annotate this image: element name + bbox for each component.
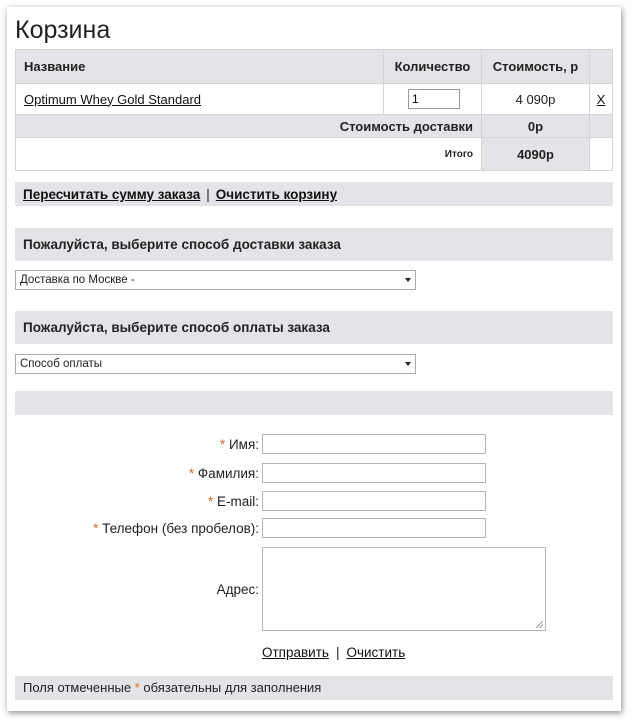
email-label <box>208 494 259 509</box>
form-actions <box>262 645 405 660</box>
clear-cart-link[interactable]: Очистить корзину <box>215 187 338 202</box>
submit-link[interactable]: Отправить <box>262 645 329 660</box>
shipping-empty-cell <box>590 115 613 138</box>
address-textarea[interactable] <box>262 547 546 631</box>
col-header-name: Название <box>16 50 384 84</box>
page-frame <box>7 7 621 711</box>
required-mark: * <box>207 494 214 509</box>
email-input[interactable] <box>262 491 486 511</box>
col-header-qty: Количество <box>384 50 482 84</box>
delivery-heading: Пожалуйста, выберите способ доставки заказа <box>15 228 613 261</box>
quantity-input[interactable] <box>408 89 460 109</box>
resize-grip-icon[interactable] <box>536 621 543 628</box>
delivery-select[interactable] <box>15 270 416 290</box>
remove-item-button[interactable]: X <box>596 91 606 107</box>
phone-input[interactable] <box>262 518 486 538</box>
page-title: Корзина <box>15 16 111 44</box>
shipping-value: 0р <box>482 115 590 138</box>
form-top-bar <box>15 391 613 415</box>
required-mark: * <box>93 521 99 536</box>
cart-item-name-cell <box>16 84 384 115</box>
first-name-input[interactable] <box>262 434 486 454</box>
cart-actions-bar <box>15 182 613 206</box>
required-note-prefix: Поля отмеченные <box>23 680 132 695</box>
required-note-suffix: обязательны для заполнения <box>143 680 322 695</box>
first-name-label <box>220 437 259 452</box>
col-header-remove <box>590 50 613 84</box>
total-empty-cell <box>590 138 613 171</box>
last-name-input[interactable] <box>262 463 486 483</box>
shipping-row <box>16 115 613 138</box>
total-label: Итого <box>16 138 482 171</box>
address-label: Адрес: <box>216 582 259 597</box>
product-link[interactable]: Optimum Whey Gold Standard <box>24 91 202 107</box>
col-header-price: Стоимость, р <box>482 50 590 84</box>
first-name-label-text: Имя: <box>228 437 259 452</box>
payment-select-value: Способ оплаты <box>20 358 102 370</box>
reset-link[interactable]: Очистить <box>346 645 406 660</box>
required-note <box>15 676 613 700</box>
cart-item-price: 4 090р <box>482 84 590 115</box>
chevron-down-icon <box>405 362 411 366</box>
form-actions-separator: | <box>335 645 340 660</box>
cart-item-row <box>16 84 613 115</box>
chevron-down-icon <box>405 278 411 282</box>
shipping-label: Стоимость доставки <box>16 115 482 138</box>
recalculate-link[interactable]: Пересчитать сумму заказа <box>23 187 201 202</box>
email-label-text: E-mail: <box>216 494 259 509</box>
total-value: 4090р <box>482 138 590 171</box>
last-name-label <box>189 466 259 481</box>
required-mark: * <box>188 466 195 481</box>
payment-select[interactable] <box>15 354 416 374</box>
cart-header-row <box>16 50 613 84</box>
required-mark: * <box>219 437 226 452</box>
actions-separator: | <box>206 187 210 202</box>
phone-label <box>93 521 259 536</box>
cart-item-remove-cell <box>590 84 613 115</box>
phone-label-text: Телефон (без пробелов): <box>102 521 259 536</box>
cart-item-qty-cell <box>384 84 482 115</box>
total-row <box>16 138 613 171</box>
last-name-label-text: Фамилия: <box>197 466 259 481</box>
required-mark: * <box>134 680 140 695</box>
delivery-select-value: Доставка по Москве - <box>20 274 135 286</box>
payment-heading: Пожалуйста, выберите способ оплаты заказа <box>15 311 613 344</box>
cart-table <box>15 49 613 171</box>
